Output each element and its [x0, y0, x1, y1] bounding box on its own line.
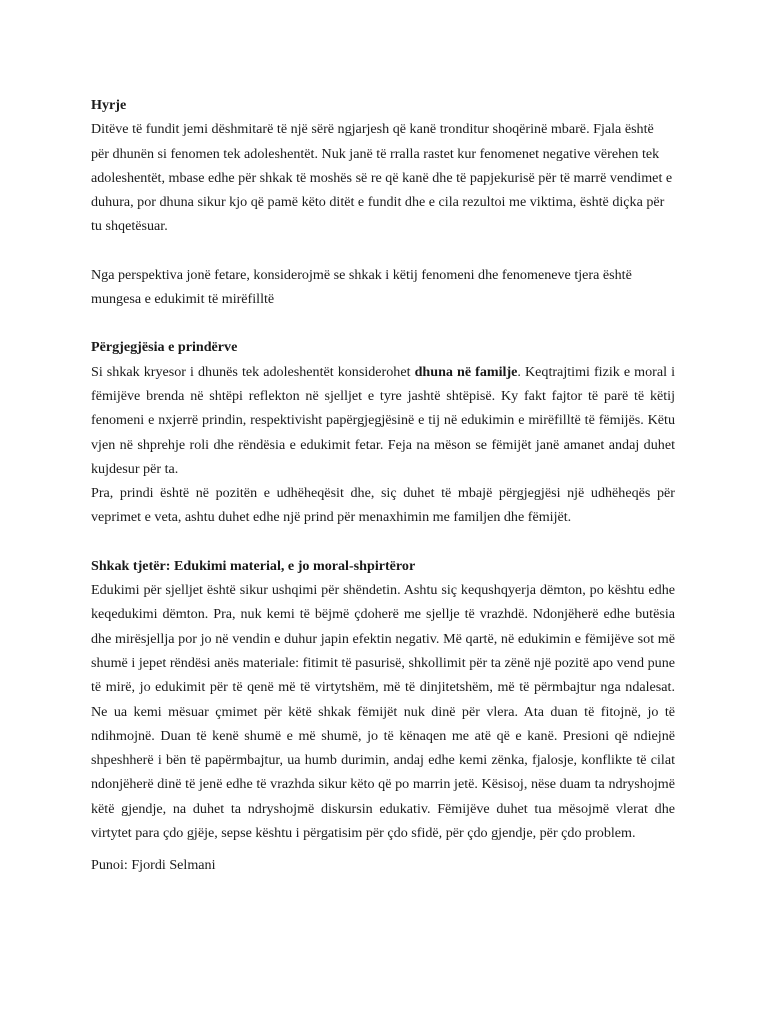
document-page — [91, 93, 675, 878]
responsibility-text-start: Si shkak kryesor i dhunës tek adoleshentët konsiderohet — [91, 363, 415, 380]
responsibility-heading: Përgjegjësia e prindërve — [91, 339, 238, 356]
responsibility-paragraph-2: Pra, prindi është në pozitën e udhëheqësit dhe, siç duhet të mbajë përgjegjësi një udhëheqës për veprimet e veta, ashtu duhet edhe një prind për menaxhimin me familjen dhe fëmijët. — [91, 485, 675, 526]
responsibility-text-end: . Keqtrajtimi fizik e moral i fëmijëve brenda në shtëpi reflekton në sjelljet e tyre jashtë shtëpisë. Ky fakt fajtor të parë të këtij fenomeni e nxjerrë prindin, respektivisht papërgjegjësinë e tij në edukimin e mirëfilltë të fëmijës. Këtu vjen në shprehje roli dhe rëndësia e edukimit fetar. Feja na mëson se fëmijët janë amanet andaj duhet kujdesur për ta. — [91, 363, 675, 477]
responsibility-paragraph-1 — [91, 360, 675, 481]
education-heading: Shkak tjetër: Edukimi material, e jo moral-shpirtëror — [91, 557, 416, 574]
family-violence-emphasis: dhuna në familje — [414, 363, 518, 380]
author-signature: Punoi: Fjordi Selmani — [91, 857, 216, 874]
spacer — [91, 530, 675, 554]
spacer — [91, 311, 675, 335]
education-paragraph-1: Edukimi për sjelljet është sikur ushqimi për shëndetin. Ashtu siç kequshqyerja dëmton, po kështu edhe keqedukimi dëmton. Pra, nuk kemi të bëjmë çdoherë me sjellje të vrazhdë. Ndonjëherë edhe butësia dhe mirësjellja por jo në vendin e duhur japin efektin negativ. Më qartë, në edukimin e fëmijëve sot më shumë i jepet rëndësi anës materiale: fitimit të pasurisë, shkollimit për ta zënë një pozitë apo vend pune të mirë, jo edukimit për të qenë më të virtytshëm, më të dinjitetshëm, më të përmbajtur nga ndalesat. Ne ua kemi mësuar çmimet për këtë shkak fëmijët nuk dinë për vlera. Ata duan të fitojnë, jo të ndihmojnë. Duan të kenë shumë e më shumë, jo të kënaqen me atë që e kanë. Presioni që ndiejnë shpeshherë i bën të papërmbajtur, ua humb durimin, andaj edhe kemi zënka, fjalosje, konflikte të cilat ndonjëherë dinë të jenë edhe të vrazhda sikur këto që po marrin jetë. Kësisoj, nëse duam ta ndryshojmë këtë gjendje, na duhet ta ndryshojmë diskursin edukativ. Fëmijëve duhet tua mësojmë vlerat dhe virtytet para çdo gjëje, sepse kështu i përgatisim për çdo sfidë, për çdo gjendje, për çdo problem. — [91, 582, 675, 842]
intro-paragraph-2: Nga perspektiva jonë fetare, konsiderojmë se shkak i këtij fenomeni dhe fenomeneve tjera është mungesa e edukimit të mirëfilltë — [91, 266, 632, 308]
spacer — [91, 239, 675, 263]
intro-heading: Hyrje — [91, 97, 127, 113]
intro-paragraph-1: Ditëve të fundit jemi dëshmitarë të një sërë ngjarjesh që kanë tronditur shoqërinë mbarë. Fjala është për dhunën si fenomen tek adoleshentët. Nuk janë të rralla rastet kur fenomenet negative vërehen tek adoleshentët, mbase edhe për shkak të moshës së re që kanë dhe të papjekurisë për të marrë vendimet e duhura, por dhuna sikur kjo që pamë këto ditët e fundit dhe e cila rezultoi me viktima, është diçka për tu shqetësuar. — [91, 121, 673, 235]
